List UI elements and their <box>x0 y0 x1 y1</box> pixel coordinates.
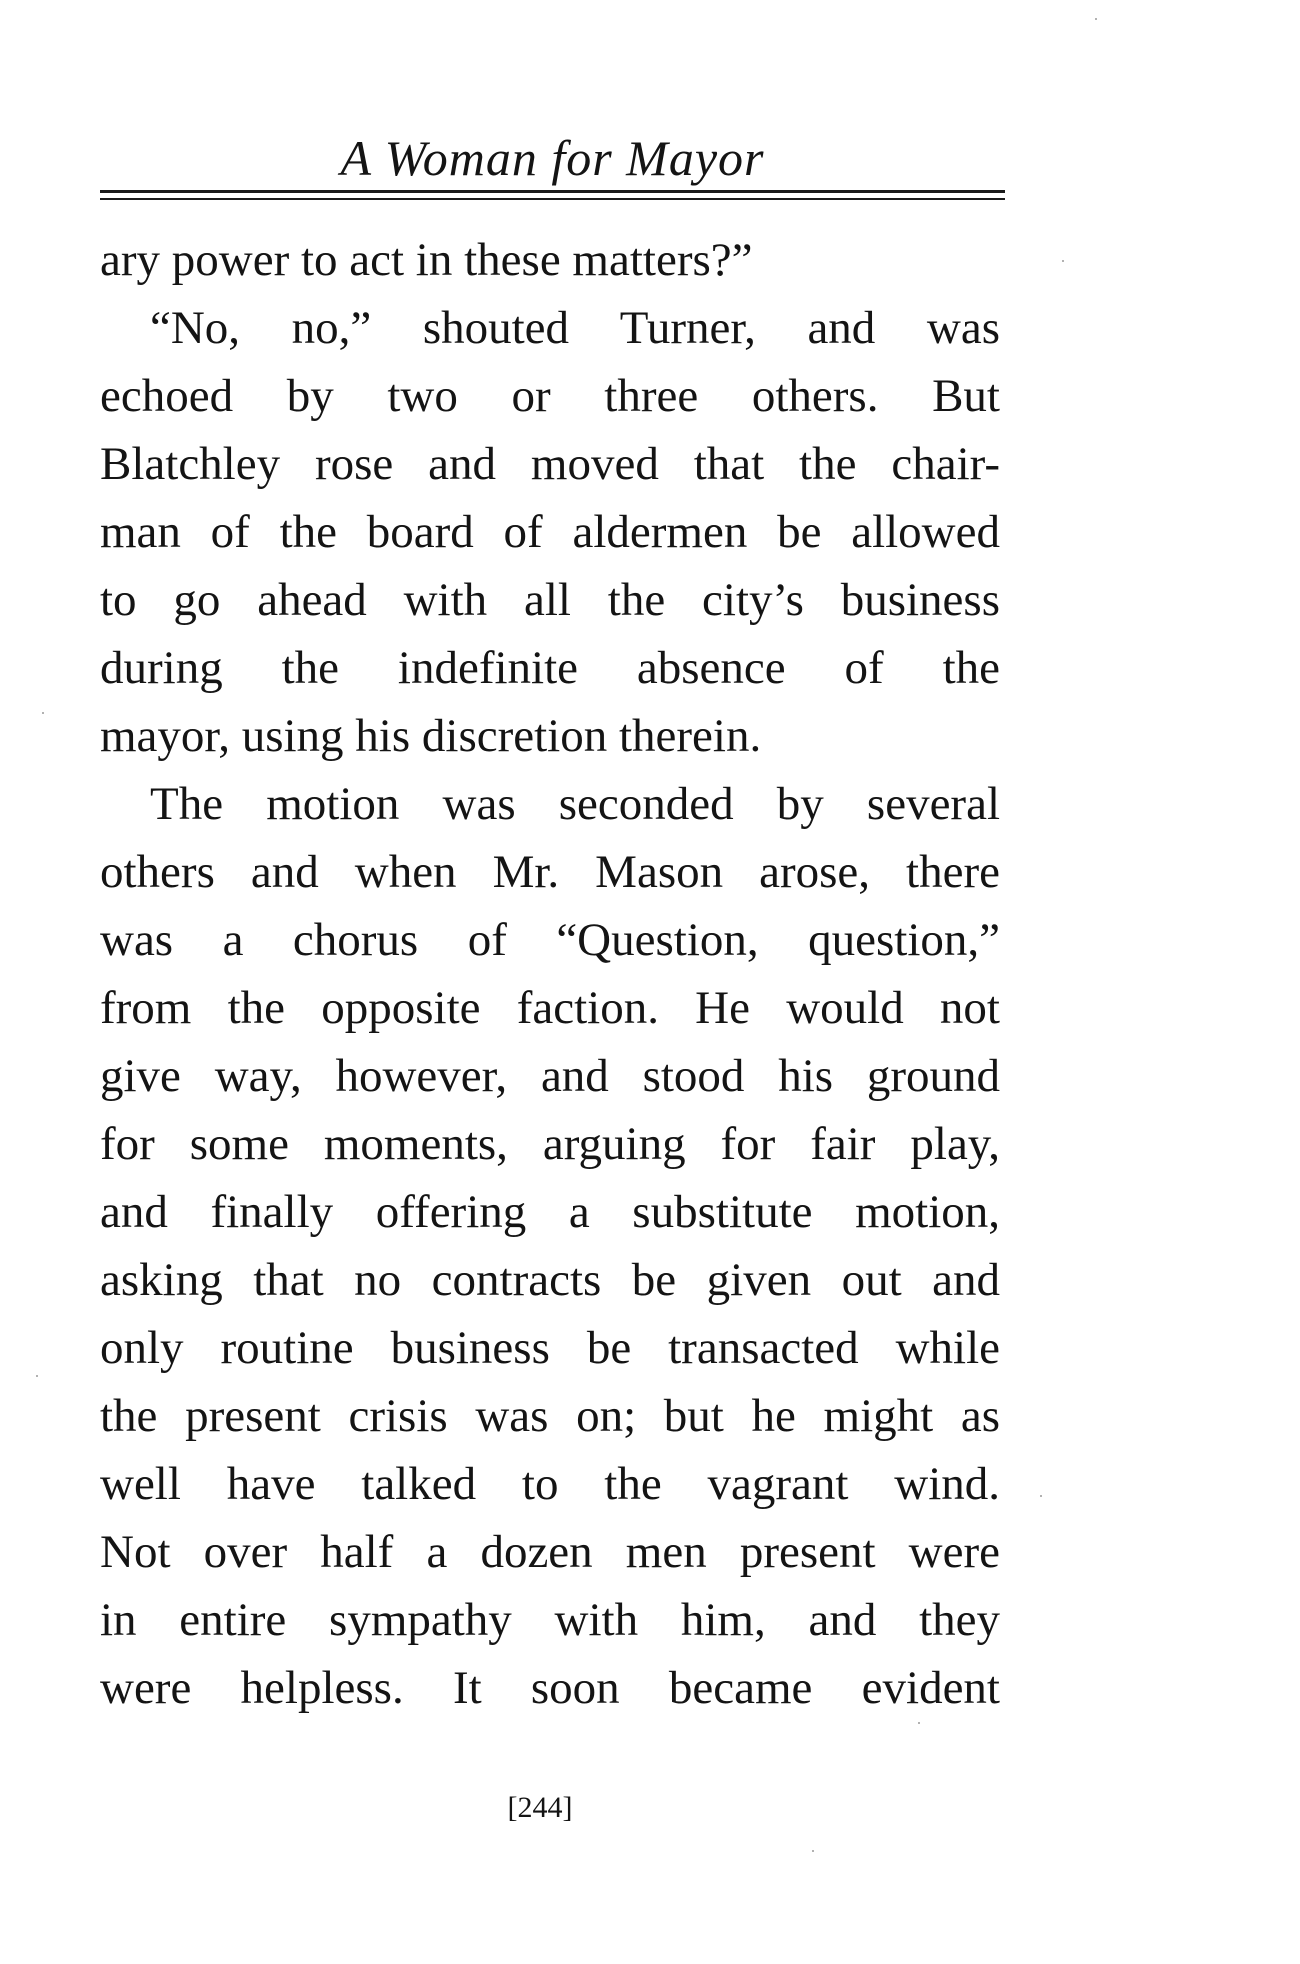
scan-speck <box>1062 260 1064 262</box>
text-line: and finally offering a substitute motion, <box>100 1186 1000 1238</box>
text-line: The motion was seconded by several <box>150 778 1000 830</box>
text-line: well have talked to the vagrant wind. <box>100 1458 1000 1510</box>
text-line: the present crisis was on; but he might as <box>100 1390 1000 1442</box>
text-line: in entire sympathy with him, and they <box>100 1594 1000 1646</box>
text-line: to go ahead with all the city’s business <box>100 574 1000 626</box>
text-line: Blatchley rose and moved that the chair- <box>100 438 1000 490</box>
body-text <box>100 226 1000 1722</box>
text-line: “No, no,” shouted Turner, and was <box>150 302 1000 354</box>
scan-speck <box>42 712 44 714</box>
text-line: give way, however, and stood his ground <box>100 1050 1000 1102</box>
text-line: asking that no contracts be given out and <box>100 1254 1000 1306</box>
text-line: during the indefinite absence of the <box>100 642 1000 694</box>
text-line: others and when Mr. Mason arose, there <box>100 846 1000 898</box>
scan-speck <box>918 1722 920 1724</box>
scan-speck <box>812 1850 814 1852</box>
text-line: were helpless. It soon became evident <box>100 1662 1000 1714</box>
text-line: echoed by two or three others. But <box>100 370 1000 422</box>
header-rule-top <box>100 190 1005 193</box>
scan-speck <box>1095 18 1097 20</box>
header-rule-bottom <box>100 198 1005 200</box>
text-line: from the opposite faction. He would not <box>100 982 1000 1034</box>
page-number: [244] <box>507 1791 573 1824</box>
text-line: for some moments, arguing for fair play, <box>100 1118 1000 1170</box>
text-line: mayor, using his discretion therein. <box>100 710 762 762</box>
scan-speck <box>36 1375 38 1377</box>
text-line: Not over half a dozen men present were <box>100 1526 1000 1578</box>
text-line: ary power to act in these matters?” <box>100 234 753 286</box>
scan-speck <box>1040 1495 1042 1497</box>
running-head: A Woman for Mayor <box>340 130 765 186</box>
text-line: man of the board of aldermen be allowed <box>100 506 1000 558</box>
text-line: only routine business be transacted while <box>100 1322 1000 1374</box>
text-line: was a chorus of “Question, question,” <box>100 914 1000 966</box>
